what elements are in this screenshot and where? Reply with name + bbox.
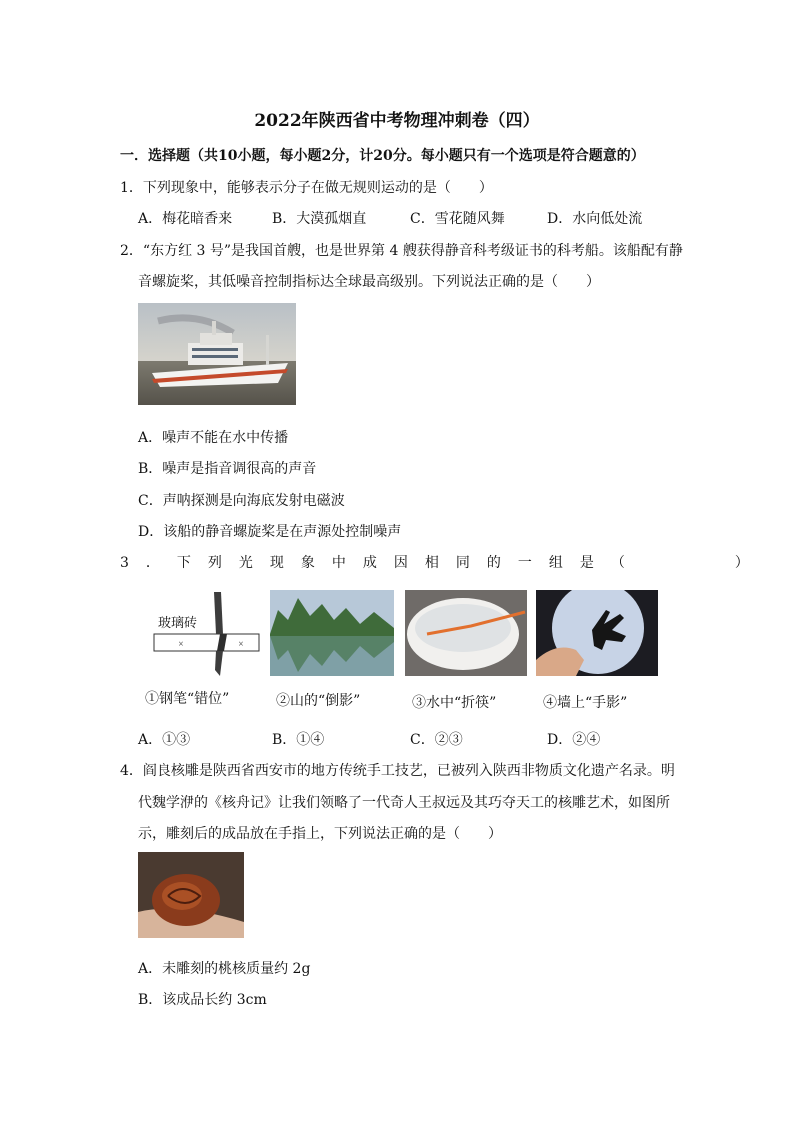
section-heading: 一．选择题（共10小题，每小题2分，计20分。每小题只有一个选项是符合题意的） (120, 148, 645, 164)
q1-option-d[interactable]: D．水向低处流 (547, 211, 643, 227)
svg-text:×: × (238, 640, 244, 648)
q2-option-c[interactable]: C．声呐探测是向海底发射电磁波 (138, 493, 345, 509)
q2-option-a[interactable]: A．噪声不能在水中传播 (138, 430, 289, 446)
q4-option-b[interactable]: B．该成品长约 3cm (138, 992, 267, 1008)
ship-photo (138, 303, 296, 405)
q1-option-b[interactable]: B．大漠孤烟直 (272, 211, 367, 227)
hand-shadow-photo (536, 590, 658, 676)
q3-option-b[interactable]: B．①④ (272, 732, 325, 748)
q3-caption-1: ①钢笔“错位” (145, 691, 230, 707)
q2-option-b[interactable]: B．噪声是指音调很高的声音 (138, 461, 317, 477)
q4-stem-line3: 示，雕刻后的成品放在手指上，下列说法正确的是（ ） (138, 826, 502, 842)
pen-glass-brick-diagram (152, 590, 264, 678)
q1-option-a[interactable]: A．梅花暗香来 (138, 211, 233, 227)
q3-caption-4: ④墙上“手影” (543, 695, 628, 711)
q4-stem-line1: 4．阎良核雕是陕西省西安市的地方传统手工技艺，已被列入陕西非物质文化遗产名录。明 (120, 763, 675, 779)
q1-option-c[interactable]: C．雪花随风舞 (410, 211, 505, 227)
brick-label: 玻璃砖 (158, 616, 198, 631)
q4-stem-line2: 代魏学洢的《核舟记》让我们领略了一代奇人王叔远及其巧夺天工的核雕艺术，如图所 (138, 795, 670, 811)
page-title: 2022年陕西省中考物理冲刺卷（四） (254, 111, 540, 131)
q3-option-a[interactable]: A．①③ (138, 732, 191, 748)
q4-option-a[interactable]: A．未雕刻的桃核质量约 2g (138, 961, 311, 977)
mountain-reflection-photo (270, 590, 394, 676)
walnut-carving-photo (138, 852, 244, 938)
svg-text:×: × (178, 640, 184, 648)
q1-stem: 1．下列现象中，能够表示分子在做无规则运动的是（ ） (120, 180, 493, 196)
q2-stem-line1: 2．“东方红 3 号”是我国首艘，也是世界第 4 艘获得静音科考级证书的科考船。该船配有静 (120, 243, 683, 259)
q3-option-d[interactable]: D．②④ (547, 732, 601, 748)
q2-option-d[interactable]: D．该船的静音螺旋桨是在声源处控制噪声 (138, 524, 402, 540)
q3-caption-3: ③水中“折筷” (412, 695, 497, 711)
q2-stem-line2: 音螺旋桨，其低噪音控制指标达全球最高级别。下列说法正确的是（ ） (138, 274, 600, 290)
q3-option-c[interactable]: C．②③ (410, 732, 463, 748)
q3-stem: 3．下列光现象中成因相同的一组是（ ） (120, 555, 766, 571)
q3-caption-2: ②山的“倒影” (276, 693, 361, 709)
chopstick-bowl-photo (405, 590, 527, 676)
